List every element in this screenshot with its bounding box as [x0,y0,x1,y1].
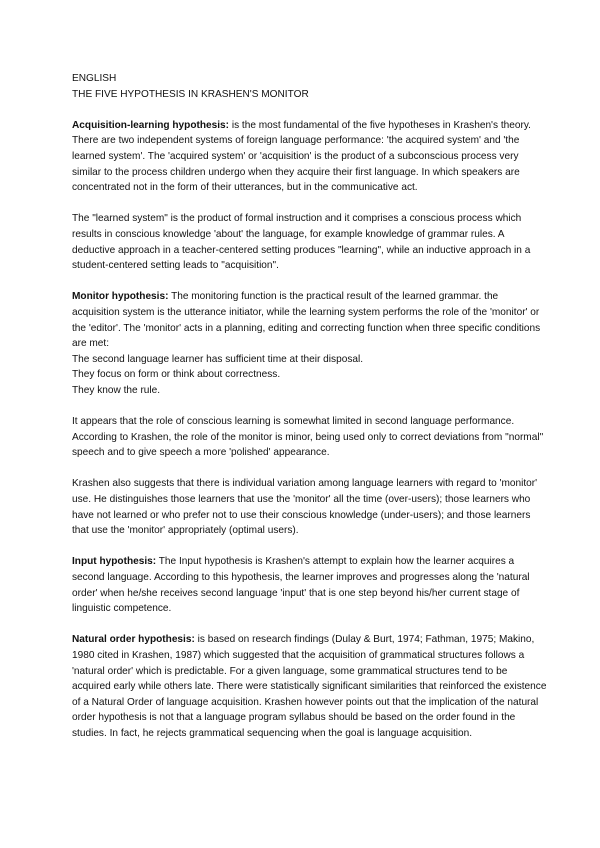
monitor-condition-3: They know the rule. [72,384,161,396]
natural-order-text-1: is based on research findings (Dulay & Burt, 1974; Fathman, 1975; Makino, 1980 cited in Krashen, 1987) which suggested that the acquisition of grammatical structures follows a 'natural order' which is predictable. For a given language, some grammatical structures tend to be acquired early while others late. There were statistically significant similarities that reinforced the existence of a Natural Order of language acquisition. Krashen however points out that the implication of the natural order hypothesis is not that a language program syllabus should be based on the order found in the studies. In fact, he rejects grammatical sequencing when the goal is language acquisition. [72,634,547,739]
monitor-heading: Monitor hypothesis: [72,291,169,303]
acquisition-text-1: is the most fundamental of the five hypotheses in Krashen's theory. There are two independent systems of foreign language performance: 'the acquired system' and 'the learned system'. The 'acquired system' or 'acquisition' is the product of a subconscious process very similar to the process children undergo when they acquire their first language. In which speakers are concentrated not in the form of their utterances, but in the communicative act. [72,119,531,194]
input-paragraph-1 [72,554,547,616]
acquisition-heading: Acquisition-learning hypothesis: [72,119,230,131]
spacer [72,461,547,477]
input-heading: Input hypothesis: [72,556,157,568]
acquisition-paragraph-1 [72,118,547,196]
spacer [72,274,547,290]
natural-order-paragraph-1 [72,632,547,741]
spacer [72,617,547,633]
document-title: THE FIVE HYPOTHESIS IN KRASHEN'S MONITOR [72,88,309,100]
monitor-paragraph-3: Krashen also suggests that there is individual variation among language learners with regard to 'monitor' use. He distinguishes those learners that use the 'monitor' all the time (over-users); those learners who have not learned or who prefer not to use their conscious knowledge (under-users); and those learners that use the 'monitor' appropriately (optimal users). [72,478,538,537]
spacer [72,398,547,414]
acquisition-paragraph-2: The "learned system" is the product of formal instruction and it comprises a conscious process which results in conscious knowledge 'about' the language, for example knowledge of grammar rules. A deductive approach in a teacher-centered setting produces "learning", while an inductive approach in a student-centered setting leads to "acquisition". [72,213,531,272]
spacer [72,102,547,118]
monitor-text-1: The monitoring function is the practical result of the learned grammar. the acquisition system is the utterance initiator, while the learning system performs the role of the 'monitor' or the 'editor'. The 'monitor' acts in a planning, editing and correcting function when three specific conditions are met: [72,291,541,350]
monitor-paragraph-1 [72,289,547,351]
monitor-paragraph-2: It appears that the role of conscious learning is somewhat limited in second language performance. According to Krashen, the role of the monitor is minor, being used only to correct deviations from "normal" speech and to give speech a more 'polished' appearance. [72,416,544,459]
natural-order-heading: Natural order hypothesis: [72,634,195,646]
monitor-condition-2: They focus on form or think about correctness. [72,369,281,381]
input-text-1: The Input hypothesis is Krashen's attempt to explain how the learner acquires a second language. According to this hypothesis, the learner improves and progresses along the 'natural order' when he/she receives second language 'input' that is one step beyond his/her current stage of linguistic competence. [72,556,530,615]
subject-label: ENGLISH [72,73,117,84]
spacer [72,196,547,212]
document-body [72,71,547,742]
monitor-condition-1: The second language learner has sufficient time at their disposal. [72,353,364,365]
spacer [72,539,547,555]
